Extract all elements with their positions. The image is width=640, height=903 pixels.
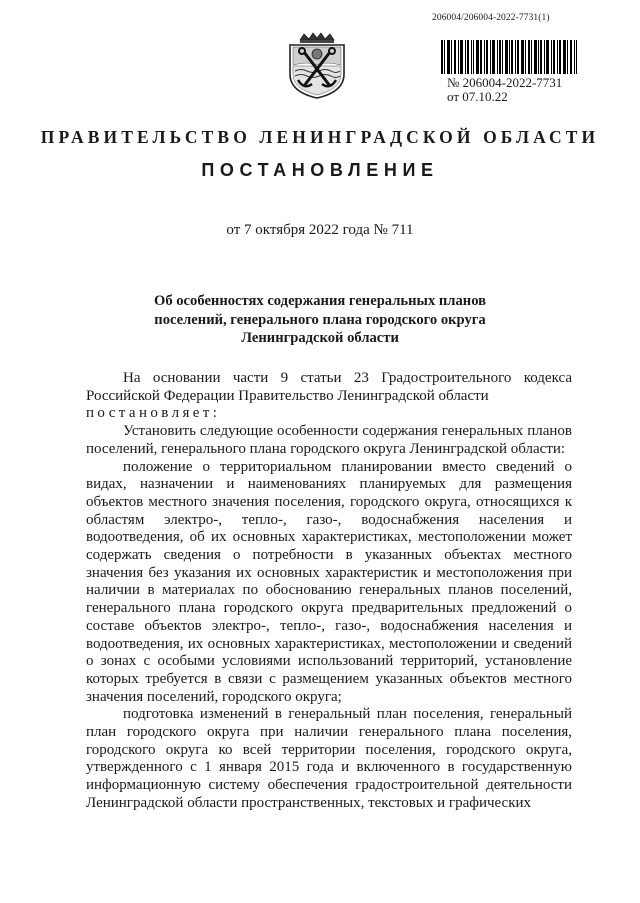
document-title — [120, 292, 520, 348]
registration-block — [447, 76, 562, 104]
registration-date: от 07.10.22 — [447, 89, 508, 104]
registry-reference: 206004/206004-2022-7731(1) — [432, 13, 550, 23]
title-line: Об особенностях содержания генеральных планов — [153, 293, 487, 309]
title-line: поселений, генерального плана городского округа — [154, 311, 486, 328]
registration-number: № 206004-2022-7731 — [447, 75, 563, 90]
body-paragraph: Установить следующие особенности содержания генеральных планов поселений, генерального плана городского округа Ленинградской области: — [86, 423, 572, 457]
document-date-line: от 7 октября 2022 года № 711 — [226, 222, 414, 238]
title-line: Ленинградской области — [241, 330, 399, 346]
decree-word: постановляет: — [86, 405, 221, 422]
coat-of-arms-emblem — [286, 30, 348, 100]
body-paragraph: положение о территориальном планировании вместо сведений о видах, назначении и наименованиях планируемых для размещения объектов местного значения поселения, городского округа, относящихся к областям электро-, тепло-, газо-, водоснабжения населения и водоотведения, об их основных характеристиках, местоположении может содержать сведения о потребности в указанных объектах местного значения без указания их основных характеристик и местоположения при наличии в материалах по обоснованию генеральных планов поселений, генерального плана городского округа предварительных предложений о составе объектов электро-, тепло-, газо-, водоснабжения населения и водоотведения, их основных характеристиках, местоположении и сведений о зонах с особыми условиями использований территорий, установление которых требуется в связи с размещением указанных объектов местного значения поселений, городского округа; — [86, 458, 572, 705]
preamble-paragraph: На основании части 9 статьи 23 Градостроительного кодекса Российской Федерации Правительство Ленинградской области — [86, 370, 572, 404]
document-body — [86, 370, 572, 813]
body-paragraph: подготовка изменений в генеральный план поселения, генеральный план городского округа при наличии генерального плана поселения, городского округа ко всей территории поселения, городского округа, утвержденного с 1 января 2015 года и включенного в государственную информационную систему обеспечения градостроительной деятельности Ленинградской области пространственных, текстовых и графических — [86, 706, 572, 811]
document-kind-heading: ПОСТАНОВЛЕНИЕ — [201, 160, 439, 180]
issuer-heading: ПРАВИТЕЛЬСТВО ЛЕНИНГРАДСКОЙ ОБЛАСТИ — [40, 127, 600, 147]
barcode — [441, 40, 577, 74]
